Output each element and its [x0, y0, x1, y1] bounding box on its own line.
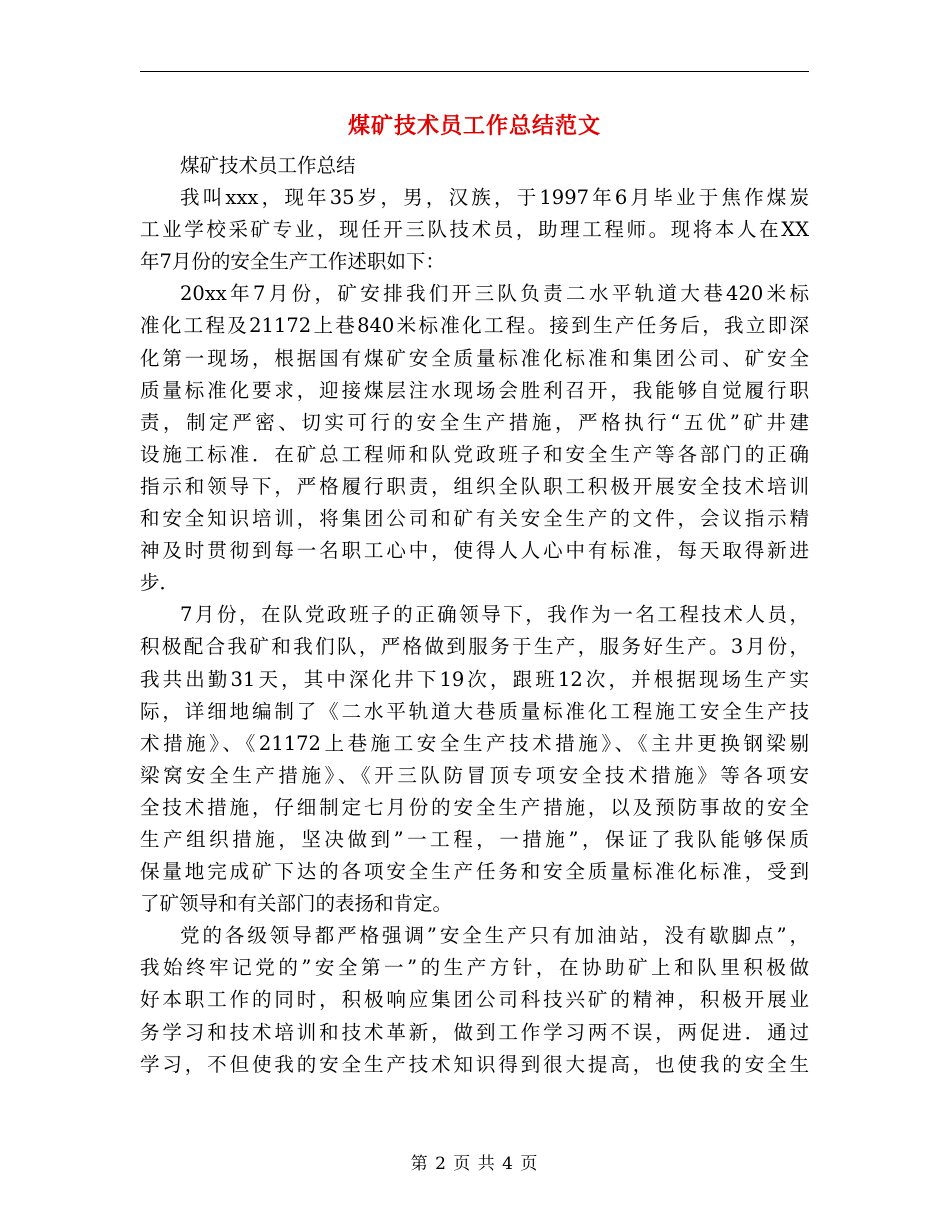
paragraph-subtitle — [140, 150, 809, 182]
text-line: 神及时贯彻到每一名职工心中，使得人人心中有标准，每天取得新进 — [140, 539, 809, 563]
paragraph-july-work — [140, 278, 809, 599]
text-line: 设施工标准．在矿总工程师和队党政班子和安全生产等各部门的正确 — [140, 442, 809, 466]
text-line: 化第一现场，根据国有煤矿安全质量标准化标准和集团公司、矿安全 — [140, 346, 809, 370]
text-line: 学习，不但使我的安全生产技术知识得到很大提高，也使我的安全生 — [140, 1052, 809, 1076]
text-line: 好本职工作的同时，积极响应集团公司科技兴矿的精神，积极开展业 — [140, 988, 809, 1012]
text-line: 生产组织措施，坚决做到”一工程，一措施”，保证了我队能够保质 — [140, 827, 809, 851]
text-line: 我始终牢记党的”安全第一”的生产方针，在协助矿上和队里积极做 — [140, 956, 809, 980]
text-line: 了矿领导和有关部门的表扬和肯定。 — [140, 892, 453, 916]
paragraph-intro — [140, 182, 809, 278]
text-line: 和安全知识培训，将集团公司和矿有关安全生产的文件，会议指示精 — [140, 507, 809, 531]
text-line: 责，制定严密、切实可行的安全生产措施，严格执行“五优”矿井建 — [140, 410, 809, 434]
paragraph-safety-study — [140, 920, 809, 1080]
text-line: 我叫xxx，现年35岁，男，汉族，于1997年6月毕业于焦作煤炭 — [180, 186, 809, 210]
text-line: 党的各级领导都严格强调”安全生产只有加油站，没有歇脚点”， — [180, 924, 809, 948]
text-line: 梁窝安全生产措施》、《开三队防冒顶专项安全技术措施》等各项安 — [140, 763, 809, 787]
text-line: 务学习和技术培训和技术革新，做到工作学习两不误，两促进．通过 — [140, 1020, 809, 1044]
text-line: 7月份，在队党政班子的正确领导下，我作为一名工程技术人员， — [180, 603, 809, 627]
text-line: 积极配合我矿和我们队，严格做到服务于生产，服务好生产。3月份， — [140, 635, 809, 659]
text-line: 我共出勤31天，其中深化井下19次，跟班12次，并根据现场生产实 — [140, 667, 809, 691]
header-rule — [140, 71, 809, 72]
page-number-footer: 第 2 页 共 4 页 — [410, 1154, 539, 1174]
text-line: 术措施》、《21172上巷施工安全生产技术措施》、《主井更换钢梁剔 — [140, 731, 809, 755]
text-line: 保量地完成矿下达的各项安全生产任务和安全质量标准化标准，受到 — [140, 860, 809, 884]
text-line: 煤矿技术员工作总结 — [180, 154, 356, 177]
text-line: 20xx年7月份，矿安排我们开三队负责二水平轨道大巷420米标 — [180, 282, 809, 306]
text-line: 步． — [140, 571, 180, 595]
document-body — [140, 150, 809, 1081]
text-line: 全技术措施，仔细制定七月份的安全生产措施，以及预防事故的安全 — [140, 795, 809, 819]
text-line: 年7月份的安全生产工作述职如下： — [140, 250, 445, 274]
text-line: 指示和领导下，严格履行职责，组织全队职工积极开展安全技术培训 — [140, 474, 809, 498]
text-line: 工业学校采矿专业，现任开三队技术员，助理工程师。现将本人在XX — [140, 218, 809, 242]
document-title: 煤矿技术员工作总结范文 — [347, 113, 601, 139]
text-line: 质量标准化要求，迎接煤层注水现场会胜利召开，我能够自觉履行职 — [140, 378, 809, 402]
paragraph-technical-measures — [140, 599, 809, 920]
text-line: 际，详细地编制了《二水平轨道大巷质量标准化工程施工安全生产技 — [140, 699, 809, 723]
text-line: 准化工程及21172上巷840米标准化工程。接到生产任务后，我立即深 — [140, 314, 809, 338]
